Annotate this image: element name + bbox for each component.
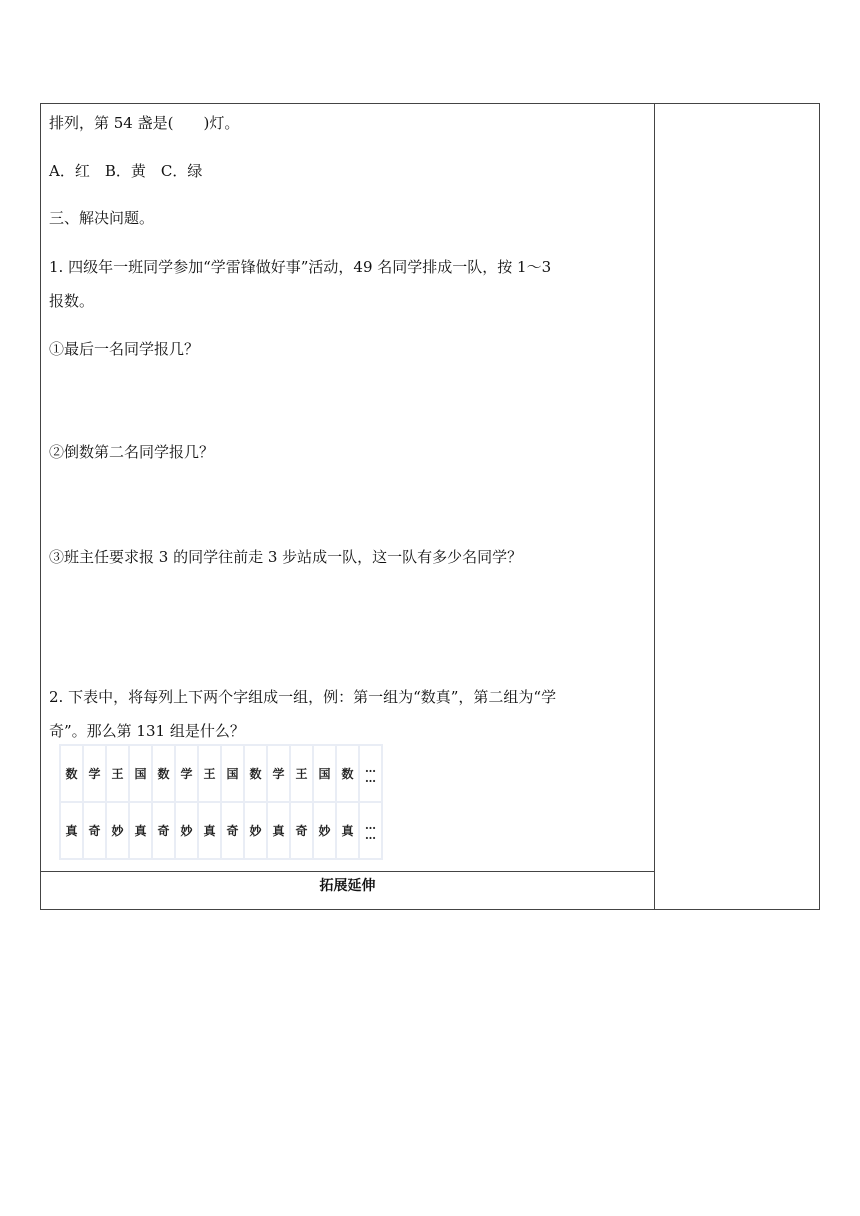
question-1-part-1: ①最后一名同学报几？: [49, 340, 200, 358]
column-divider: [654, 104, 655, 909]
table-cell: 真: [130, 803, 151, 858]
multiple-choice-options: A．红 B．黄 C．绿: [49, 162, 203, 180]
table-cell: 奇: [84, 803, 105, 858]
table-cell: 妙: [107, 803, 128, 858]
question-2-text-continued: 奇”。那么第 131 组是什么？: [49, 722, 245, 740]
table-cell: 国: [222, 746, 243, 801]
question-1-part-3: ③班主任要求报 3 的同学往前走 3 步站成一队，这一队有多少名同学？: [49, 548, 523, 566]
table-cell: 学: [176, 746, 197, 801]
table-cell: 数: [337, 746, 358, 801]
table-cell: 奇: [291, 803, 312, 858]
section-title-extension: 拓展延伸: [319, 878, 376, 894]
table-cell: 妙: [245, 803, 266, 858]
table-cell: 国: [130, 746, 151, 801]
table-cell: 奇: [153, 803, 174, 858]
table-cell: 学: [84, 746, 105, 801]
table-cell: 数: [153, 746, 174, 801]
table-cell: 真: [337, 803, 358, 858]
question-1-part-2: ②倒数第二名同学报几？: [49, 443, 215, 461]
question-1-text: 1. 四级年一班同学参加“学雷锋做好事”活动，49 名同学排成一队，按 1～3: [49, 258, 552, 276]
question-line-continuation: 排列，第 54 盏是( )灯。: [49, 114, 240, 132]
character-row-bottom: [61, 803, 381, 858]
question-2-text: 2. 下表中，将每列上下两个字组成一组，例：第一组为“数真”，第二组为“学: [49, 688, 557, 706]
table-cell: 国: [314, 746, 335, 801]
table-cell-ellipsis: … …: [360, 746, 381, 801]
table-cell: 真: [199, 803, 220, 858]
table-cell: 奇: [222, 803, 243, 858]
table-cell: 妙: [176, 803, 197, 858]
table-cell: 真: [61, 803, 82, 858]
table-cell: 数: [245, 746, 266, 801]
question-1-text-continued: 报数。: [49, 292, 95, 310]
table-cell: 王: [291, 746, 312, 801]
table-cell: 真: [268, 803, 289, 858]
character-row-top: [61, 746, 381, 801]
table-cell-ellipsis: … …: [360, 803, 381, 858]
worksheet-frame: [40, 103, 820, 910]
table-cell: 妙: [314, 803, 335, 858]
table-cell: 学: [268, 746, 289, 801]
table-cell: 王: [199, 746, 220, 801]
character-table: [59, 744, 383, 860]
section-heading: 三、解决问题。: [49, 209, 155, 227]
table-cell: 王: [107, 746, 128, 801]
table-cell: 数: [61, 746, 82, 801]
